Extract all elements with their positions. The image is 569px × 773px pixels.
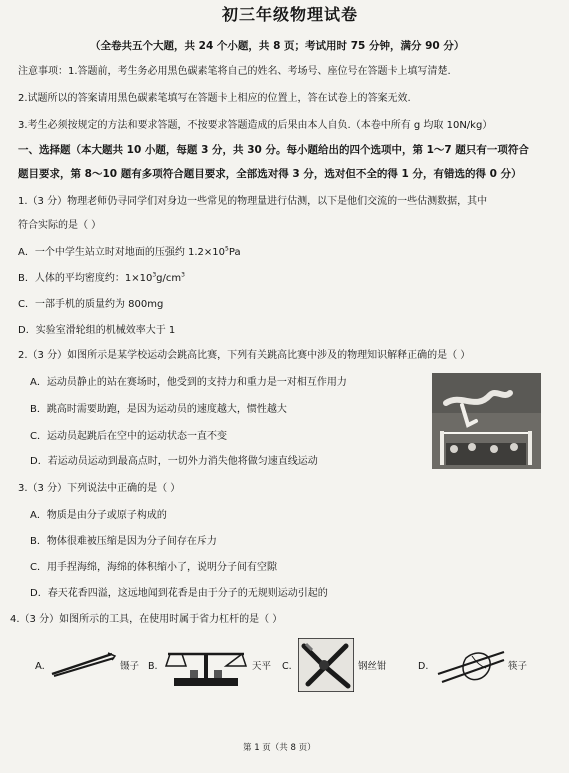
q4-label-b: 天平 xyxy=(252,661,272,672)
q4-label-c: 钢丝钳 xyxy=(358,661,387,672)
q3-option-d[interactable]: D．春天花香四溢，这远地闻到花香是由于分子的无规则运动引起的 xyxy=(30,588,328,599)
q2-stem: 2.（3 分）如图所示是某学校运动会跳高比赛，下列有关跳高比赛中涉及的物理知识解释正确的是（ ） xyxy=(18,350,471,361)
q3-stem: 3.（3 分）下列说法中正确的是（ ） xyxy=(18,483,181,494)
q2-option-a[interactable]: A．运动员静止的站在赛场时，他受到的支持力和重力是一对相互作用力 xyxy=(30,377,347,388)
q1-option-c[interactable]: C．一部手机的质量约为 800mg xyxy=(18,299,164,310)
q4-stem: 4.（3 分）如图所示的工具，在使用时属于省力杠杆的是（ ） xyxy=(10,614,283,625)
q1-option-d[interactable]: D．实验室滑轮组的机械效率大于 1 xyxy=(18,325,176,336)
q4-option-a[interactable]: A. xyxy=(35,661,45,672)
section-heading-line-1: 一、选择题（本大题共 10 小题，每题 3 分，共 30 分。每小题给出的四个选项中，第 1～7 题只有一项符合 xyxy=(18,144,529,156)
balance-scale-icon xyxy=(164,644,248,688)
q4-option-d[interactable]: D. xyxy=(418,661,429,672)
q3-option-c[interactable]: C．用手捏海绵，海绵的体积缩小了，说明分子间有空隙 xyxy=(30,562,277,573)
chopsticks-hand-icon xyxy=(436,642,506,688)
q2-option-b[interactable]: B．跳高时需要助跑，是因为运动员的速度越大，惯性越大 xyxy=(30,404,287,415)
q1-stem-line-2: 符合实际的是（ ） xyxy=(18,220,102,231)
q1-stem-line-1: 1.（3 分）物理老师仍寻同学们对身边一些常见的物理量进行估测，以下是他们交流的一些估测数据，其中 xyxy=(18,196,488,207)
q4-option-c[interactable]: C. xyxy=(282,661,292,672)
exam-title: 初三年级物理试卷 xyxy=(222,5,359,24)
pliers-photo xyxy=(298,638,354,692)
notice-line-1: 注意事项：1.答题前，考生务必用黑色碳素笔将自己的姓名、考场号、座位号在答题卡上填写清楚. xyxy=(18,66,451,77)
q4-option-b[interactable]: B. xyxy=(148,661,158,672)
q2-option-c[interactable]: C．运动员起跳后在空中的运动状态一直不变 xyxy=(30,431,227,442)
q1-option-a[interactable]: A．一个中学生站立时对地面的压强约 $1.2\times 10^5Pa$ xyxy=(18,245,241,258)
notice-line-2: 2.试题所以的答案请用黑色碳素笔填写在答题卡上相应的位置上，答在试卷上的答案无效. xyxy=(18,93,411,104)
exam-info: （全卷共五个大题，共 24 个小题，共 8 页；考试用时 75 分钟，满分 90 分） xyxy=(90,40,465,52)
tweezers-icon xyxy=(50,650,116,678)
section-heading-line-2: 题目要求，第 8～10 题有多项符合题目要求，全部选对得 3 分，选对但不全的得 1 分，有错选的得 0 分） xyxy=(18,168,522,180)
q1-option-b[interactable]: B．人体的平均密度约：$1\times 10^3g/cm^3$ xyxy=(18,271,185,284)
q3-option-a[interactable]: A．物质是由分子或原子构成的 xyxy=(30,510,167,521)
q4-label-a: 镊子 xyxy=(120,661,140,672)
q4-label-d: 筷子 xyxy=(508,661,528,672)
notice-line-3: 3.考生必须按规定的方法和要求答题，不按要求答题造成的后果由本人自负.（本卷中所有 g 均取 10N/kg） xyxy=(18,120,493,131)
high-jump-photo xyxy=(432,373,541,469)
q3-option-b[interactable]: B．物体很难被压缩是因为分子间存在斥力 xyxy=(30,536,217,547)
q2-option-d[interactable]: D．若运动员运动到最高点时，一切外力消失他将做匀速直线运动 xyxy=(30,456,318,467)
page-number: 第 1 页（共 8 页） xyxy=(243,743,316,753)
